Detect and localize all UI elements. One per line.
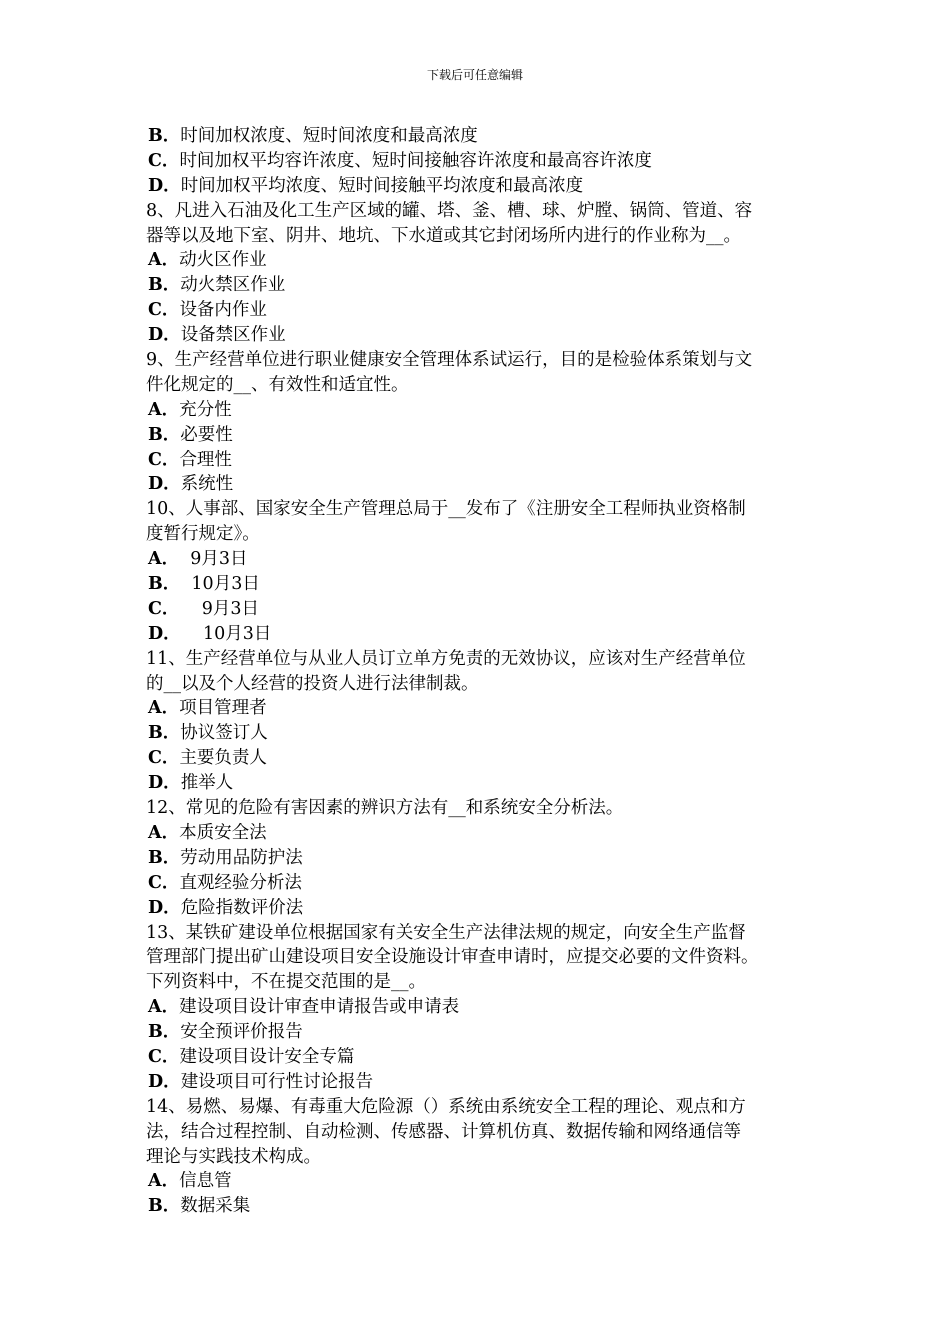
option-text: 推举人	[180, 773, 234, 794]
answer-option	[146, 448, 826, 473]
option-key: B．	[148, 1022, 181, 1043]
answer-option	[146, 1194, 826, 1219]
question-text: 12、常见的危险有害因素的辨识方法有__和系统安全分析法。	[146, 798, 624, 819]
option-text: 建设项目设计安全专篇	[179, 1046, 355, 1067]
question-text: 度暂行规定》。	[146, 524, 260, 545]
answer-option	[146, 1045, 826, 1070]
option-text: 充分性	[179, 399, 232, 420]
question-text: 件化规定的__、有效性和适宜性。	[146, 374, 409, 395]
option-key: C．	[148, 598, 180, 619]
option-text: 信息管	[179, 1171, 232, 1192]
option-text: 必要性	[180, 424, 233, 445]
option-key: D．	[148, 773, 181, 794]
answer-option	[146, 696, 826, 721]
option-text: 设备内作业	[179, 300, 267, 321]
option-key: D．	[148, 623, 181, 644]
question-text: 9、生产经营单位进行职业健康安全管理体系试运行，目的是检验体系策划与文	[146, 350, 753, 371]
option-key: D．	[148, 325, 181, 346]
answer-option	[146, 1169, 826, 1194]
option-key: C．	[148, 150, 180, 171]
answer-option	[146, 1070, 826, 1095]
answer-option	[146, 174, 826, 199]
option-text: 时间加权平均容许浓度、短时间接触容许浓度和最高容许浓度	[179, 150, 652, 171]
answer-option	[146, 995, 826, 1020]
option-key: C．	[148, 449, 180, 470]
option-text: 动火区作业	[179, 250, 267, 271]
answer-option	[146, 547, 826, 572]
question-text: 下列资料中，不在提交范围的是__。	[146, 972, 426, 993]
option-key: C．	[148, 1046, 180, 1067]
question-text: 14、易燃、易爆、有毒重大危险源（）系统由系统安全工程的理论、观点和方	[146, 1096, 746, 1117]
option-text: 建设项目可行性讨论报告	[180, 1071, 374, 1092]
answer-option	[146, 896, 826, 921]
option-key: D．	[148, 175, 181, 196]
question-text: 器等以及地下室、阴井、地坑、下水道或其它封闭场所内进行的作业称为__。	[146, 225, 741, 246]
option-text: 协议签订人	[180, 723, 268, 744]
option-key: B．	[148, 574, 181, 595]
answer-option	[146, 821, 826, 846]
question-text: 8、凡进入石油及化工生产区域的罐、塔、釜、槽、球、炉膛、锅筒、管道、容	[146, 200, 753, 221]
option-key: B．	[148, 1196, 181, 1217]
option-text: 10月3日	[180, 574, 260, 595]
question-text: 法，结合过程控制、自动检测、传感器、计算机仿真、数据传输和网络通信等	[146, 1121, 741, 1142]
option-key: A．	[148, 997, 180, 1018]
answer-option	[146, 622, 826, 647]
option-key: B．	[148, 275, 181, 296]
option-text: 设备禁区作业	[180, 325, 286, 346]
question-text: 的__以及个人经营的投资人进行法律制裁。	[146, 673, 479, 694]
answer-option	[146, 149, 826, 174]
answer-option	[146, 248, 826, 273]
option-text: 9月3日	[179, 598, 259, 619]
option-key: D．	[148, 897, 181, 918]
option-key: B．	[148, 126, 181, 146]
question-text: 10、人事部、国家安全生产管理总局于__发布了《注册安全工程师执业资格制	[146, 499, 746, 520]
answer-option	[146, 423, 826, 448]
option-text: 合理性	[179, 449, 232, 470]
answer-option	[146, 124, 826, 149]
question-text: 管理部门提出矿山建设项目安全设施设计审查申请时，应提交必要的文件资料。	[146, 947, 759, 968]
option-key: C．	[148, 300, 180, 321]
question-text: 13、某铁矿建设单位根据国家有关安全生产法律法规的规定，向安全生产监督	[146, 922, 746, 943]
option-key: B．	[148, 723, 181, 744]
answer-option	[146, 746, 826, 771]
option-text: 危险指数评价法	[180, 897, 304, 918]
answer-option	[146, 472, 826, 497]
option-text: 9月3日	[179, 549, 248, 570]
answer-option	[146, 771, 826, 796]
answer-option	[146, 846, 826, 871]
answer-option	[146, 597, 826, 622]
option-key: A．	[148, 399, 180, 420]
option-key: A．	[148, 822, 180, 843]
option-key: B．	[148, 424, 181, 445]
option-text: 10月3日	[180, 623, 272, 644]
option-text: 项目管理者	[179, 698, 267, 719]
answer-option	[146, 871, 826, 896]
option-key: D．	[148, 1071, 181, 1092]
option-text: 时间加权平均浓度、短时间接触平均浓度和最高浓度	[180, 175, 584, 196]
option-text: 系统性	[180, 474, 234, 495]
option-text: 时间加权浓度、短时间浓度和最高浓度	[180, 126, 478, 146]
question-text: 11、生产经营单位与从业人员订立单方免责的无效协议，应该对生产经营单位	[146, 648, 746, 669]
answer-option	[146, 721, 826, 746]
document-body	[146, 124, 826, 1219]
option-text: 安全预评价报告	[180, 1022, 303, 1043]
answer-option	[146, 1020, 826, 1045]
option-key: C．	[148, 748, 180, 769]
option-text: 建设项目设计审查申请报告或申请表	[179, 997, 460, 1018]
option-key: D．	[148, 474, 181, 495]
answer-option	[146, 298, 826, 323]
answer-option	[146, 572, 826, 597]
option-key: A．	[148, 1171, 180, 1192]
option-text: 劳动用品防护法	[180, 847, 303, 868]
option-key: B．	[148, 847, 181, 868]
answer-option	[146, 273, 826, 298]
answer-option	[146, 398, 826, 423]
option-key: A．	[148, 250, 180, 271]
answer-option	[146, 323, 826, 348]
option-text: 直观经验分析法	[179, 872, 302, 893]
page-header: 下载后可任意编辑	[426, 68, 523, 82]
option-key: A．	[148, 549, 180, 570]
option-key: C．	[148, 872, 180, 893]
option-text: 动火禁区作业	[180, 275, 286, 296]
option-text: 主要负责人	[179, 748, 267, 769]
option-text: 数据采集	[180, 1196, 251, 1217]
option-text: 本质安全法	[179, 822, 267, 843]
question-text: 理论与实践技术构成。	[146, 1146, 321, 1167]
option-key: A．	[148, 698, 180, 719]
